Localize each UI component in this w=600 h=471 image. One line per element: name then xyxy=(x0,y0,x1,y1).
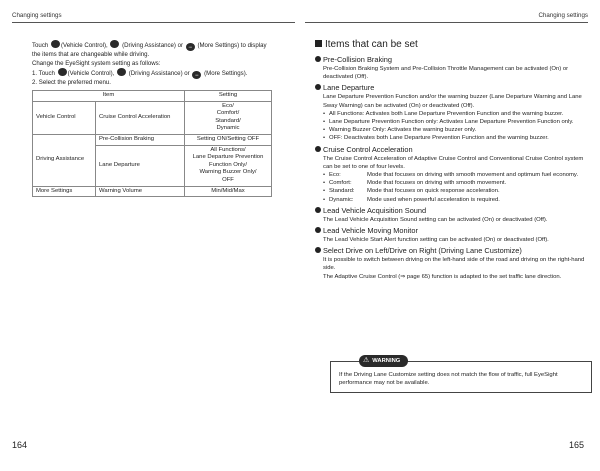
cell-warning-volume: Warning Volume xyxy=(96,186,185,197)
vehicle-control-icon xyxy=(58,68,67,76)
vehicle-control-icon xyxy=(51,40,60,48)
page-number-right: 165 xyxy=(568,440,584,450)
driving-assistance-icon xyxy=(117,68,126,76)
cell-lane-setting: All Functions/ Lane Departure Prevention Function Only/ Warning Buzzer Only/ OFF xyxy=(185,145,272,186)
heading-moving-monitor: Lead Vehicle Moving Monitor xyxy=(315,226,587,236)
left-intro xyxy=(32,40,294,88)
running-header-left: Changing settings xyxy=(12,12,62,19)
header-rule-left xyxy=(12,22,295,23)
section-cruise-control xyxy=(315,145,587,204)
list-item: • Lane Departure Prevention Function only: Activates Lane Departure Prevention Function only. xyxy=(323,118,587,126)
intro-line-3: Change the EyeSight system setting as follows: xyxy=(32,59,161,67)
page-number-left: 164 xyxy=(12,440,28,450)
section-title: Items that can be set xyxy=(315,38,587,51)
warning-text: If the Driving Lane Customize setting does not match the flow of traffic, full EyeSight performance may not be available. xyxy=(339,372,558,387)
text-drive-side-2: The Adaptive Cruise Control (⇒ page 65) function is adapted to the set traffic lane direction. xyxy=(323,273,562,280)
list-item: • Dynamic: Mode used when powerful acceleration is required. xyxy=(323,196,587,204)
bullet-dot-icon xyxy=(315,146,321,152)
intro-step-1: 1. Touch (Vehicle Control), (Driving Assistance) or ••• (More Settings). xyxy=(32,70,248,78)
text-pre-collision: Pre-Collision Braking System and Pre-Collision Throttle Management can be activated (On) or deactivated (Off). xyxy=(323,66,569,81)
cell-pre-collision: Pre-Collision Braking xyxy=(96,134,185,145)
cell-vehicle-control: Vehicle Control xyxy=(33,101,96,134)
text-lane-departure: Lane Departure Prevention Function and/or the warning buzzer (Lane Departure Warning and Lane Sway Warning) can be activated (On) or deactivated (Off). xyxy=(323,94,582,109)
list-item: • All Functions: Activates both Lane Departure Prevention Function and the warning buzzer. xyxy=(323,110,587,118)
table-header-setting: Setting xyxy=(185,91,272,102)
section-drive-side xyxy=(315,246,587,281)
cell-cruise-control-accel: Cruise Control Acceleration xyxy=(96,101,185,134)
text-moving-monitor: The Lead Vehicle Start Alert function setting can be activated (On) or deactivated (Off). xyxy=(323,237,549,244)
list-item: • Standard: Mode that focuses on quick response acceleration. xyxy=(323,187,587,195)
list-item: • Eco: Mode that focuses on driving with smooth movement and optimum fuel economy. xyxy=(323,171,587,179)
cell-cruise-setting: Eco/ Comfort/ Standard/ Dynamic xyxy=(185,101,272,134)
warning-label: ⚠ WARNING xyxy=(359,355,408,367)
bullet-dot-icon xyxy=(315,207,321,213)
heading-cruise-control: Cruise Control Acceleration xyxy=(315,145,587,155)
cell-volume-setting: Min/Mid/Max xyxy=(185,186,272,197)
cell-pre-collision-setting: Setting ON/Setting OFF xyxy=(185,134,272,145)
intro-line-2: the items that are changeable while driving. xyxy=(32,51,150,58)
bullet-dot-icon xyxy=(315,227,321,233)
driving-assistance-icon xyxy=(110,40,119,48)
heading-drive-side: Select Drive on Left/Drive on Right (Driving Lane Customize) xyxy=(315,246,587,256)
more-settings-icon: ••• xyxy=(186,43,195,51)
section-lane-departure xyxy=(315,83,587,142)
cell-driving-assistance: Driving Assistance xyxy=(33,134,96,186)
text-drive-side: It is possible to switch between driving on the left-hand side of the road and driving on the right-hand side. xyxy=(323,257,585,272)
heading-acquisition-sound: Lead Vehicle Acquisition Sound xyxy=(315,206,587,216)
text-cruise-control: The Cruise Control Acceleration of Adaptive Cruise Control and Conventional Cruise Control system can be set to one of four levels. xyxy=(323,155,584,170)
list-item: • OFF: Deactivates both Lane Departure Prevention Function and the warning buzzer. xyxy=(323,134,587,142)
text-acquisition-sound: The Lead Vehicle Acquisition Sound setting can be activated (On) or deactivated (Off). xyxy=(323,216,548,223)
right-column xyxy=(315,38,587,281)
list-item: • Comfort: Mode that focuses on driving with smooth movement. xyxy=(323,179,587,187)
section-moving-monitor xyxy=(315,226,587,244)
bullet-dot-icon xyxy=(315,84,321,90)
heading-pre-collision: Pre-Collision Braking xyxy=(315,55,587,65)
section-acquisition-sound xyxy=(315,206,587,224)
more-settings-icon: ••• xyxy=(192,71,201,79)
bullet-dot-icon xyxy=(315,56,321,62)
settings-table xyxy=(32,90,272,197)
list-item: • Warning Buzzer Only: Activates the warning buzzer only. xyxy=(323,126,587,134)
bullet-dot-icon xyxy=(315,247,321,253)
section-pre-collision xyxy=(315,55,587,81)
cell-lane-departure: Lane Departure xyxy=(96,145,185,186)
running-header-right: Changing settings xyxy=(538,12,588,19)
intro-line-1: Touch (Vehicle Control), (Driving Assistance) or ••• (More Settings) to display xyxy=(32,42,267,49)
warning-triangle-icon: ⚠ xyxy=(363,357,370,364)
warning-box xyxy=(330,357,592,393)
heading-lane-departure: Lane Departure xyxy=(315,83,587,93)
square-bullet-icon xyxy=(315,40,322,47)
table-header-item: Item xyxy=(33,91,185,102)
header-rule-right xyxy=(305,22,588,23)
cell-more-settings: More Settings xyxy=(33,186,96,197)
intro-step-2: 2. Select the preferred menu. xyxy=(32,79,111,87)
